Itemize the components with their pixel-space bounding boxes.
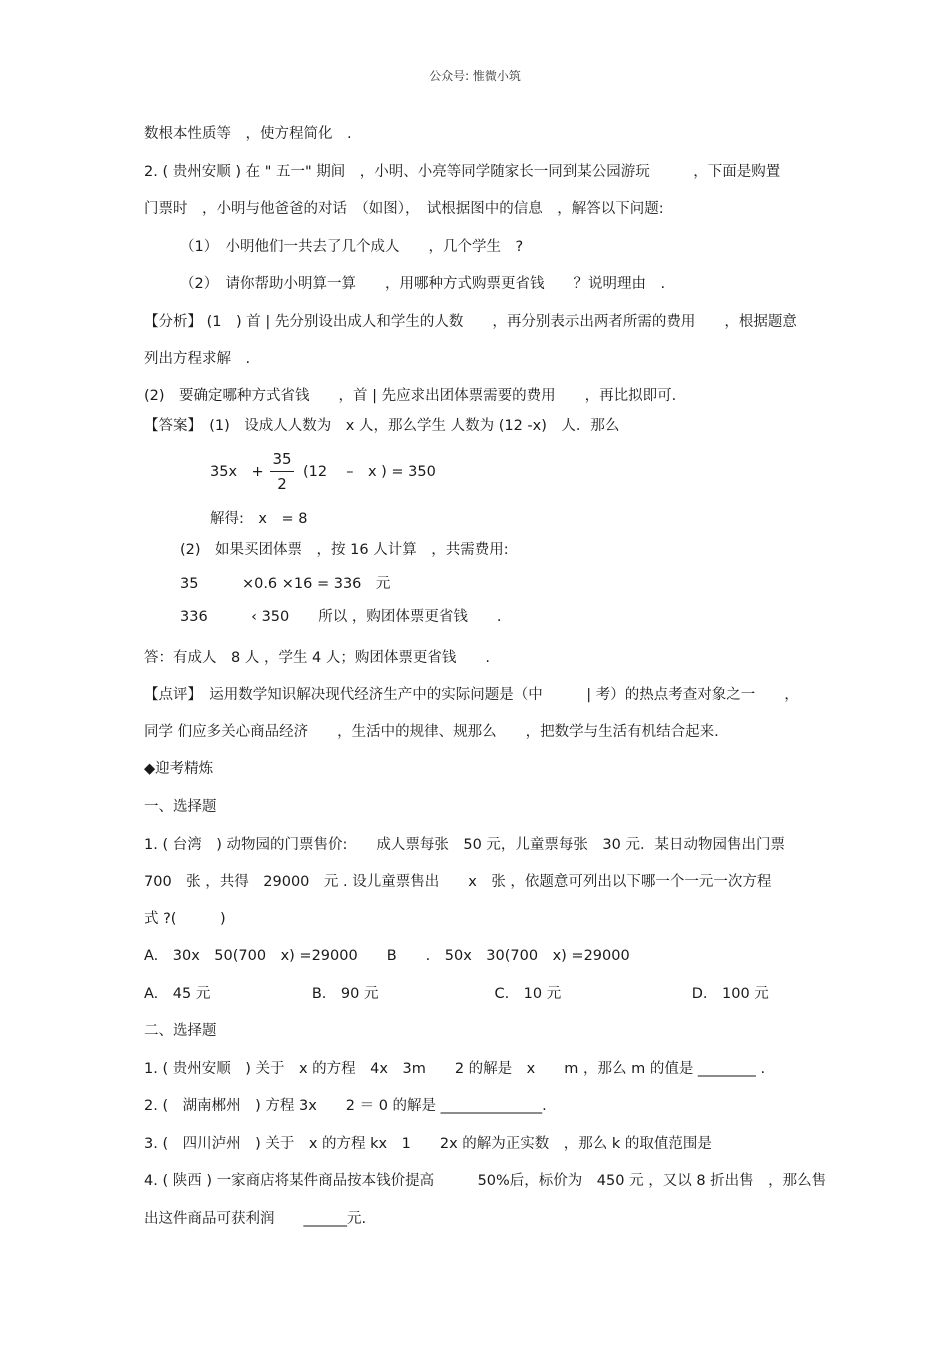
text-line: 2. ( 贵州安顺 ) 在 " 五一" 期间 ，小明、小亮等同学随家长一同到某公园游玩 ，下面是购置 xyxy=(144,164,781,180)
text-line: ◆迎考精炼 xyxy=(144,761,214,777)
text-line: 1. ( 贵州安顺 ) 关于 x 的方程 4x 3m 2 的解是 x m ，那么 m 的值是 ________ . xyxy=(144,1061,766,1077)
text-line: 式 ?( ) xyxy=(144,911,226,927)
text-line: 【分析】 (1 ) 首 | 先分别设出成人和学生的人数 ，再分别表示出两者所需的费用 ，根据题意 xyxy=(144,314,797,330)
text-line: 【点评】 运用数学知识解决现代经济生产中的实际问题是（中 | 考）的热点考查对象之一 ， xyxy=(144,687,799,703)
text-line: A. 30x 50(700 x) =29000 B . 50x 30(700 x) =29000 xyxy=(144,948,630,964)
text-line: （2） 请你帮助小明算一算 ，用哪种方式购票更省钱 ？说明理由 . xyxy=(180,276,666,292)
text-line: 35 ×0.6 ×16 = 336 元 xyxy=(180,576,391,592)
text-line: （1） 小明他们一共去了几个成人 ，几个学生 ? xyxy=(180,239,524,255)
equation-left: 35x + xyxy=(210,464,264,480)
text-line: 4. ( 陕西 ) 一家商店将某件商品按本钱价提高 50%后，标价为 450 元 ，又以 8 折出售 ，那么售 xyxy=(144,1173,827,1189)
page-header: 公众号: 惟微小筑 xyxy=(429,69,521,83)
text-line: A. 45 元 B. 90 元 C. 10 元 D. 100 元 xyxy=(144,986,769,1002)
text-line: 答：有成人 8 人 ，学生 4 人；购团体票更省钱 . xyxy=(144,650,490,666)
text-line: 700 张 ，共得 29000 元 . 设儿童票售出 x 张 ，依题意可列出以下哪一个一元一次方程 xyxy=(144,874,772,890)
text-line: 二、选择题 xyxy=(144,1023,217,1039)
text-line: 门票时 ，小明与他爸爸的对话 （如图）， 试根据图中的信息 ，解答以下问题: xyxy=(144,201,664,217)
text-line: 3. ( 四川泸州 ) 关于 x 的方程 kx 1 2x 的解为正实数 ，那么 k 的取值范围是 xyxy=(144,1136,712,1152)
text-line: (2) 如果买团体票 ，按 16 人计算 ，共需费用: xyxy=(180,542,509,558)
text-line: 出这件商品可获利润 ______元. xyxy=(144,1211,367,1227)
text-line: 解得: x = 8 xyxy=(210,511,308,527)
text-line: 同学 们应多关心商品经济 ，生活中的规律、规那么 ，把数学与生活有机结合起来. xyxy=(144,724,719,740)
text-line: 【答案】 (1) 设成人人数为 x 人，那么学生 人数为 (12 -x) 人．那么 xyxy=(144,418,620,434)
fraction-bar xyxy=(270,471,294,472)
equation-right: (12 – x ) = 350 xyxy=(303,464,436,480)
fraction-denominator: 2 xyxy=(277,475,287,493)
equation-fraction xyxy=(268,448,296,495)
text-line: 数根本性质等 ，使方程简化 . xyxy=(144,126,352,142)
text-line: 2. ( 湖南郴州 ) 方程 3x 2 ＝ 0 的解是 ______________. xyxy=(144,1098,547,1114)
text-line: (2) 要确定哪种方式省钱 ，首 | 先应求出团体票需要的费用 ，再比拟即可. xyxy=(144,388,677,404)
text-line: 列出方程求解 . xyxy=(144,351,251,367)
text-line: 1. ( 台湾 ) 动物园的门票售价: 成人票每张 50 元，儿童票每张 30 元．某日动物园售出门票 xyxy=(144,837,785,853)
text-line: 336 ‹ 350 所以 ，购团体票更省钱 . xyxy=(180,609,502,625)
text-line: 一、选择题 xyxy=(144,799,217,815)
fraction-numerator: 35 xyxy=(272,450,292,468)
